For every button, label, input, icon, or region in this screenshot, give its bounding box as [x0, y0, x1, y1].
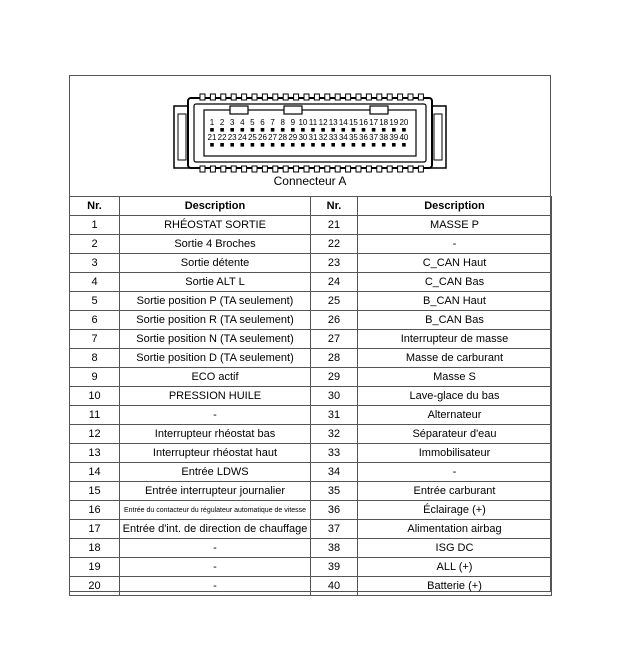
pin-description: Alternateur [358, 406, 552, 425]
pin-description: Entrée interrupteur journalier [120, 482, 311, 501]
pin-label: 2 [219, 118, 225, 127]
pin-number: 10 [70, 387, 120, 406]
housing-rib [377, 166, 382, 172]
pin-number: 24 [311, 273, 358, 292]
pin-number: 17 [70, 520, 120, 539]
pin-terminal [271, 128, 275, 132]
housing-rib [356, 94, 361, 100]
pin-number: 32 [311, 425, 358, 444]
pin-label: 34 [338, 133, 348, 142]
pin-terminal [210, 128, 214, 132]
pin-label: 28 [278, 133, 288, 142]
pin-terminal [352, 143, 356, 147]
housing-rib [210, 94, 215, 100]
pin-number: 1 [70, 216, 120, 235]
pin-label: 3 [229, 118, 235, 127]
housing-rib [335, 166, 340, 172]
housing-rib [210, 166, 215, 172]
pin-label: 31 [308, 133, 318, 142]
pin-description: ECO actif [120, 368, 311, 387]
housing-rib [231, 94, 236, 100]
pin-number: 3 [70, 254, 120, 273]
pin-number: 38 [311, 539, 358, 558]
pin-number: 16 [70, 501, 120, 520]
pin-terminal [291, 143, 295, 147]
pin-description: Interrupteur rhéostat bas [120, 425, 311, 444]
header-description: Description [120, 197, 311, 216]
housing-rib [221, 166, 226, 172]
pin-description: Sortie position P (TA seulement) [120, 292, 311, 311]
housing-rib [231, 166, 236, 172]
table-row [70, 387, 552, 406]
housing-rib [398, 94, 403, 100]
table-row [70, 501, 552, 520]
pin-label: 5 [250, 118, 255, 127]
table-row [70, 463, 552, 482]
pin-label: 40 [399, 133, 409, 142]
pin-terminal [271, 143, 275, 147]
pin-number: 34 [311, 463, 358, 482]
pin-label: 17 [369, 118, 379, 127]
pin-terminal [261, 143, 265, 147]
pin-description: - [120, 406, 311, 425]
pin-terminal [321, 143, 325, 147]
pin-terminal [230, 128, 234, 132]
pin-terminal [372, 128, 376, 132]
housing-rib [242, 166, 247, 172]
pin-label: 29 [288, 133, 298, 142]
housing-rib [273, 94, 278, 100]
table-row [70, 311, 552, 330]
table-row [70, 520, 552, 539]
housing-rib [366, 94, 371, 100]
pin-description: Sortie position R (TA seulement) [120, 311, 311, 330]
pinout-sheet [69, 75, 551, 592]
pin-number: 21 [311, 216, 358, 235]
pin-terminal [301, 128, 305, 132]
pin-label: 13 [328, 118, 338, 127]
pin-description: C_CAN Bas [358, 273, 552, 292]
housing-rib [294, 94, 299, 100]
pin-terminal [342, 128, 346, 132]
table-row [70, 425, 552, 444]
housing-rib [325, 166, 330, 172]
pin-number: 31 [311, 406, 358, 425]
table-row [70, 482, 552, 501]
housing-rib [356, 166, 361, 172]
pin-label: 24 [237, 133, 247, 142]
pin-terminal [331, 128, 335, 132]
pin-number: 13 [70, 444, 120, 463]
pin-description: Sortie position D (TA seulement) [120, 349, 311, 368]
pin-number: 8 [70, 349, 120, 368]
table-row [70, 368, 552, 387]
pin-description: ISG DC [358, 539, 552, 558]
pin-number: 22 [311, 235, 358, 254]
pin-terminal [261, 128, 265, 132]
pin-terminal [392, 143, 396, 147]
pin-terminal [220, 143, 224, 147]
pin-terminal [311, 128, 315, 132]
pin-description: Alimentation airbag [358, 520, 552, 539]
pin-description: - [358, 463, 552, 482]
pin-description: MASSE P [358, 216, 552, 235]
pin-label: 15 [348, 118, 358, 127]
pin-terminal [402, 128, 406, 132]
pin-number: 35 [311, 482, 358, 501]
pin-description: Sortie détente [120, 254, 311, 273]
table-row [70, 558, 552, 577]
pin-description: Sortie 4 Broches [120, 235, 311, 254]
pin-label: 30 [298, 133, 308, 142]
pin-terminal [251, 143, 255, 147]
table-row [70, 406, 552, 425]
table-row [70, 216, 552, 235]
housing-rib [418, 94, 423, 100]
header-nr: Nr. [70, 197, 120, 216]
connector-diagram [70, 76, 550, 196]
pin-description: Batterie (+) [358, 577, 552, 596]
pin-number: 26 [311, 311, 358, 330]
pin-description: Entrée du contacteur du régulateur automatique de vitesse [120, 501, 311, 520]
pin-number: 30 [311, 387, 358, 406]
pin-description: Éclairage (+) [358, 501, 552, 520]
pin-terminal [311, 143, 315, 147]
pin-terminal [241, 143, 245, 147]
pin-label: 32 [318, 133, 328, 142]
pin-description: Sortie ALT L [120, 273, 311, 292]
housing-rib [408, 94, 413, 100]
pin-label: 9 [290, 118, 296, 127]
pin-number: 14 [70, 463, 120, 482]
pin-description: Immobilisateur [358, 444, 552, 463]
table-row [70, 539, 552, 558]
pin-number: 39 [311, 558, 358, 577]
pin-terminal [382, 143, 386, 147]
pin-description: - [120, 539, 311, 558]
pin-number: 6 [70, 311, 120, 330]
pin-label: 22 [217, 133, 227, 142]
pin-label: 21 [207, 133, 217, 142]
housing-rib [377, 94, 382, 100]
pin-label: 20 [399, 118, 409, 127]
housing-rib [304, 166, 309, 172]
pin-label: 35 [348, 133, 358, 142]
housing-rib [262, 94, 267, 100]
housing-rib [408, 166, 413, 172]
pin-label: 11 [308, 118, 318, 127]
pin-terminal [321, 128, 325, 132]
pin-description: Entrée d'int. de direction de chauffage [120, 520, 311, 539]
connector-label: Connecteur A [273, 174, 347, 188]
housing-rib [387, 166, 392, 172]
pin-number: 19 [70, 558, 120, 577]
pin-number: 4 [70, 273, 120, 292]
housing-rib [283, 94, 288, 100]
housing-rib [252, 94, 257, 100]
header-description-2: Description [358, 197, 552, 216]
table-row [70, 235, 552, 254]
pin-label: 14 [338, 118, 348, 127]
pin-number: 12 [70, 425, 120, 444]
table-row [70, 444, 552, 463]
housing-rib [283, 166, 288, 172]
pin-terminal [362, 143, 366, 147]
pin-description: - [120, 577, 311, 596]
pin-number: 7 [70, 330, 120, 349]
table-row [70, 292, 552, 311]
pin-label: 23 [227, 133, 237, 142]
pin-label: 10 [298, 118, 308, 127]
housing-rib [200, 94, 205, 100]
pin-label: 19 [389, 118, 399, 127]
pin-description: C_CAN Haut [358, 254, 552, 273]
pin-label: 37 [369, 133, 379, 142]
pin-description: RHÉOSTAT SORTIE [120, 216, 311, 235]
housing-rib [325, 94, 330, 100]
pin-number: 37 [311, 520, 358, 539]
housing-rib [242, 94, 247, 100]
pin-number: 25 [311, 292, 358, 311]
housing-rib [294, 166, 299, 172]
housing-rib [398, 166, 403, 172]
pin-number: 33 [311, 444, 358, 463]
pin-number: 28 [311, 349, 358, 368]
housing-rib [314, 166, 319, 172]
pin-terminal [402, 143, 406, 147]
pin-label: 39 [389, 133, 399, 142]
pin-terminal [392, 128, 396, 132]
pin-description: PRESSION HUILE [120, 387, 311, 406]
pin-terminal [281, 143, 285, 147]
pin-description: Sortie position N (TA seulement) [120, 330, 311, 349]
pin-number: 29 [311, 368, 358, 387]
pin-description: Masse de carburant [358, 349, 552, 368]
pin-description: ALL (+) [358, 558, 552, 577]
pin-description: Entrée LDWS [120, 463, 311, 482]
pin-description: Masse S [358, 368, 552, 387]
pin-number: 36 [311, 501, 358, 520]
table-row [70, 254, 552, 273]
pin-label: 25 [247, 133, 257, 142]
housing-rib [366, 166, 371, 172]
pin-label: 6 [260, 118, 265, 127]
pin-terminal [210, 143, 214, 147]
pin-number: 2 [70, 235, 120, 254]
pin-number: 15 [70, 482, 120, 501]
pin-label: 4 [240, 118, 245, 127]
pin-number: 40 [311, 577, 358, 596]
housing-rib [346, 94, 351, 100]
pin-number: 9 [70, 368, 120, 387]
pin-terminal [331, 143, 335, 147]
table-row [70, 330, 552, 349]
pin-terminal [251, 128, 255, 132]
housing-rib [304, 94, 309, 100]
pin-label: 7 [270, 118, 275, 127]
pin-description: - [120, 558, 311, 577]
housing-rib [221, 94, 226, 100]
pin-description: Entrée carburant [358, 482, 552, 501]
pin-number: 27 [311, 330, 358, 349]
pin-terminal [342, 143, 346, 147]
pin-label: 26 [258, 133, 267, 142]
table-row [70, 273, 552, 292]
pin-label: 27 [268, 133, 278, 142]
connector-drawing [70, 76, 550, 176]
housing-rib [252, 166, 257, 172]
pin-label: 33 [328, 133, 338, 142]
pin-label: 8 [280, 118, 285, 127]
pin-label: 1 [209, 118, 215, 127]
pin-description: Séparateur d'eau [358, 425, 552, 444]
pin-label: 16 [359, 118, 368, 127]
pin-number: 5 [70, 292, 120, 311]
table-header-row [70, 197, 552, 216]
pin-description: Lave-glace du bas [358, 387, 552, 406]
pin-description: B_CAN Bas [358, 311, 552, 330]
table-row [70, 577, 552, 596]
housing-rib [418, 166, 423, 172]
pin-terminal [301, 143, 305, 147]
pin-number: 18 [70, 539, 120, 558]
pin-number: 23 [311, 254, 358, 273]
housing-rib [262, 166, 267, 172]
pin-number: 20 [70, 577, 120, 596]
pinout-table [69, 196, 552, 596]
pin-label: 38 [379, 133, 389, 142]
housing-rib [314, 94, 319, 100]
housing-rib [346, 166, 351, 172]
pin-terminal [291, 128, 295, 132]
table-row [70, 349, 552, 368]
pin-terminal [382, 128, 386, 132]
pin-terminal [220, 128, 224, 132]
pin-terminal [281, 128, 285, 132]
pin-description: B_CAN Haut [358, 292, 552, 311]
pin-label: 18 [379, 118, 389, 127]
pin-terminal [241, 128, 245, 132]
housing-rib [200, 166, 205, 172]
pin-terminal [352, 128, 356, 132]
pin-terminal [230, 143, 234, 147]
pin-terminal [362, 128, 366, 132]
header-nr-2: Nr. [311, 197, 358, 216]
pin-number: 11 [70, 406, 120, 425]
pin-description: Interrupteur rhéostat haut [120, 444, 311, 463]
housing-rib [387, 94, 392, 100]
housing-rib [335, 94, 340, 100]
housing-rib [273, 166, 278, 172]
pin-description: - [358, 235, 552, 254]
pin-label: 36 [359, 133, 368, 142]
pin-description: Interrupteur de masse [358, 330, 552, 349]
pin-label: 12 [318, 118, 328, 127]
pin-terminal [372, 143, 376, 147]
